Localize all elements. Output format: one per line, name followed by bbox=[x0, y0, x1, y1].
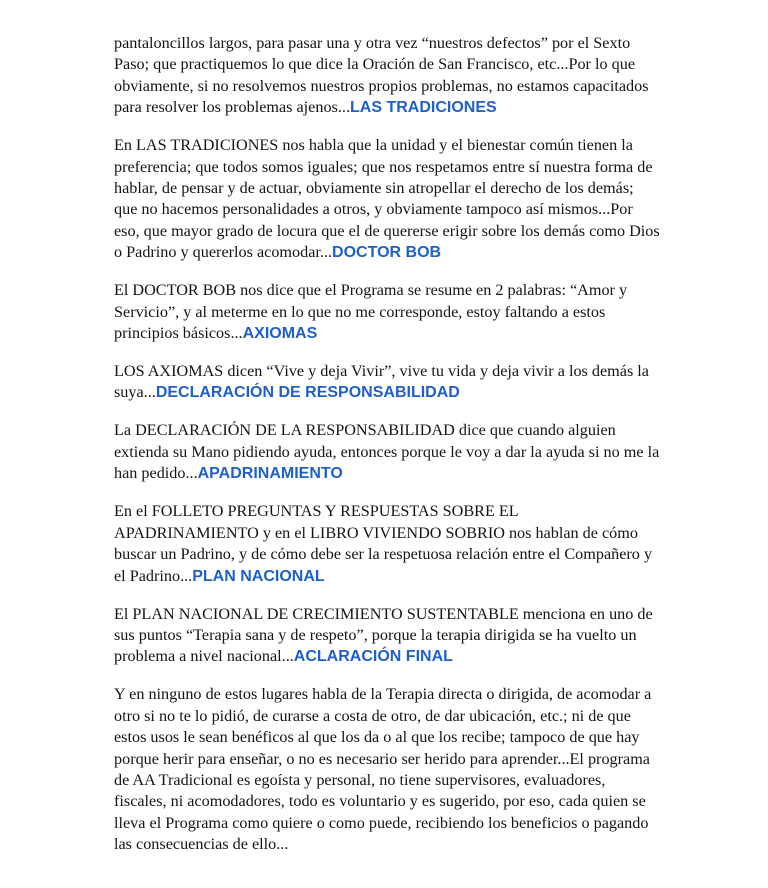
section-heading-plan-nacional: PLAN NACIONAL bbox=[192, 567, 325, 585]
paragraph-text: pantaloncillos largos, para pasar una y otra vez “nuestros defectos” por el Sexto Paso; que practiquemos lo que dice la Oración de San Francisco, etc...Por lo que obviamente, si no resolvemos nuestros propios problemas, no estamos capacitados para resolver los problemas ajenos... bbox=[114, 34, 649, 117]
paragraph-text: El PLAN NACIONAL DE CRECIMIENTO SUSTENTABLE menciona en uno de sus puntos “Terapia sana y de respeto”, porque la terapia dirigida se ha vuelto un problema a nivel nacional... bbox=[114, 604, 653, 666]
paragraph-plan-nacional bbox=[114, 604, 660, 668]
paragraph-sexto-paso bbox=[114, 33, 660, 119]
paragraph-text: LOS AXIOMAS dicen “Vive y deja Vivir”, vive tu vida y deja vivir a los demás la suya... bbox=[114, 362, 649, 402]
section-heading-doctor-bob: DOCTOR BOB bbox=[332, 244, 442, 262]
paragraph-axiomas bbox=[114, 361, 660, 404]
section-heading-apadrinamiento: APADRINAMIENTO bbox=[197, 465, 343, 483]
paragraph-declaracion bbox=[114, 420, 660, 484]
document-page bbox=[114, 33, 660, 872]
paragraph-text: En el FOLLETO PREGUNTAS Y RESPUESTAS SOBRE EL APADRINAMIENTO y en el LIBRO VIVIENDO SOBRIO nos hablan de cómo buscar un Padrino, y de cómo debe ser la respetuosa relación entre el Compañero y el Padrino... bbox=[114, 502, 653, 585]
paragraph-text: Y en ninguno de estos lugares habla de la Terapia directa o dirigida, de acomodar a otro si no te lo pidió, de curarse a costa de otro, de dar ubicación, etc.; ni de que estos usos le sean benéficos al que los da o al que los recibe; tampoco de que hay porque herir para enseñar, o no es necesario ser herido para aprender...El programa de AA Tradicional es egoísta y personal, no tiene supervisores, evaluadores, fiscales, ni acomodadores, todo es voluntario y es sugerido, por eso, cada quien se lleva el Programa como quiere o como puede, recibiendo los beneficios o pagando las consecuencias de ello... bbox=[114, 685, 652, 854]
paragraph-aclaracion-final bbox=[114, 684, 660, 855]
paragraph-las-tradiciones bbox=[114, 135, 660, 263]
section-heading-las-tradiciones: LAS TRADICIONES bbox=[350, 99, 497, 117]
paragraph-text: En LAS TRADICIONES nos habla que la unidad y el bienestar común tienen la preferencia; que todos somos iguales; que nos respetamos entre sí nuestra forma de hablar, de pensar y de actuar, obviamente sin atropellar el derecho de los demás; que no hacemos personalidades a otros, y obviamente tampoco así mismos...Por eso, que mayor grado de locura que el de quererse erigir sobre los demás como Dios o Padrino y quererlos acomodar... bbox=[114, 136, 660, 262]
section-heading-axiomas: AXIOMAS bbox=[242, 325, 318, 343]
paragraph-apadrinamiento bbox=[114, 501, 660, 587]
section-heading-declaracion-de-responsabilidad: DECLARACIÓN DE RESPONSABILIDAD bbox=[155, 384, 460, 402]
paragraph-text: La DECLARACIÓN DE LA RESPONSABILIDAD dice que cuando alguien extienda su Mano pidiendo ayuda, entonces porque le voy a dar la ayuda si no me la han pedido... bbox=[114, 421, 660, 483]
paragraph-doctor-bob bbox=[114, 280, 660, 344]
paragraph-text: El DOCTOR BOB nos dice que el Programa se resume en 2 palabras: “Amor y Servicio”, y al meterme en lo que no me corresponde, estoy faltando a estos principios básicos... bbox=[114, 281, 628, 343]
section-heading-aclaracion-final: ACLARACIÓN FINAL bbox=[293, 648, 453, 666]
